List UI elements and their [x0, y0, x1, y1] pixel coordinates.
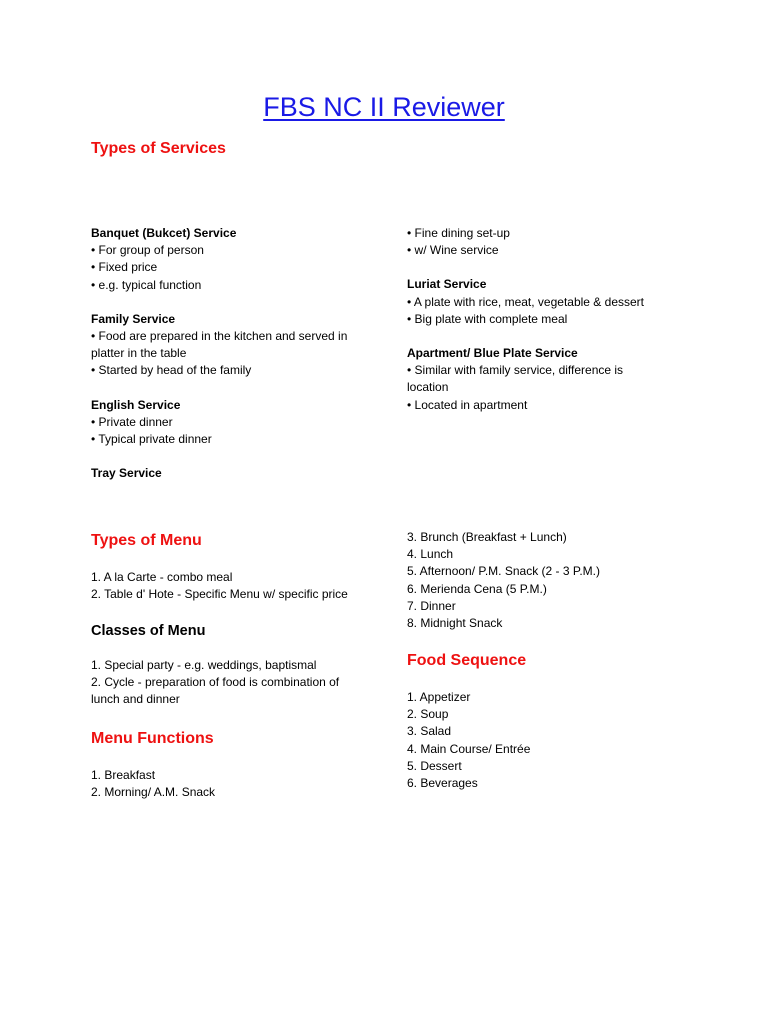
- bullet-item: • A plate with rice, meat, vegetable & dessert: [407, 294, 644, 309]
- english-service-title: English Service: [91, 397, 181, 412]
- bullet-item: • w/ Wine service: [407, 243, 499, 258]
- list-item: 1. Breakfast: [91, 768, 156, 782]
- banquet-service-title: Banquet (Bukcet) Service: [91, 226, 237, 240]
- family-service-title: Family Service: [91, 311, 176, 326]
- bullet-item: • For group of person: [91, 243, 204, 258]
- tray-service-title: Tray Service: [91, 466, 162, 481]
- types-of-services-heading: Types of Services: [91, 140, 226, 157]
- classes-of-menu-heading: Classes of Menu: [91, 623, 206, 639]
- list-item: 2. Soup: [407, 707, 449, 722]
- list-item: 3. Brunch (Breakfast + Lunch): [407, 530, 567, 544]
- bullet-item: • Typical private dinner: [91, 432, 212, 447]
- bullet-item: • Started by head of the family: [91, 363, 252, 378]
- list-item: 5. Afternoon/ P.M. Snack (2 - 3 P.M.): [407, 564, 600, 579]
- bullet-item: • Similar with family service, difference is location: [407, 363, 624, 395]
- list-item: 2. Table d' Hote - Specific Menu w/ specific price: [91, 587, 348, 602]
- bullet-item: • Private dinner: [91, 414, 173, 429]
- bullet-item: • Fixed price: [91, 260, 158, 275]
- list-item: 2. Cycle - preparation of food is combination of lunch and dinner: [91, 675, 340, 707]
- bullet-item: • e.g. typical function: [91, 277, 202, 292]
- services-right-column: [407, 225, 692, 414]
- bullet-item: • Big plate with complete meal: [407, 311, 568, 326]
- food-sequence-heading: Food Sequence: [407, 652, 527, 669]
- list-item: 6. Merienda Cena (5 P.M.): [407, 581, 547, 596]
- list-item: 4. Lunch: [407, 547, 454, 562]
- menu-functions-heading: Menu Functions: [91, 730, 214, 747]
- list-item: 5. Dessert: [407, 758, 462, 773]
- bullet-item: • Located in apartment: [407, 397, 528, 412]
- list-item: 1. Appetizer: [407, 690, 471, 704]
- list-item: 3. Salad: [407, 724, 452, 739]
- list-item: 1. A la Carte - combo meal: [91, 570, 233, 584]
- apartment-service-title: Apartment/ Blue Plate Service: [407, 346, 578, 361]
- list-item: 8. Midnight Snack: [407, 616, 503, 631]
- classes-of-menu-list: [91, 657, 361, 709]
- bullet-item: • Fine dining set-up: [407, 226, 510, 240]
- menu-functions-list-right: [407, 529, 692, 632]
- list-item: 4. Main Course/ Entrée: [407, 741, 531, 756]
- bullet-item: • Food are prepared in the kitchen and served in platter in the table: [91, 329, 348, 361]
- food-sequence-list: [407, 689, 692, 792]
- document-title: FBS NC II Reviewer: [263, 92, 505, 122]
- list-item: 2. Morning/ A.M. Snack: [91, 785, 216, 800]
- services-left-column: [91, 225, 381, 482]
- types-of-menu-list: [91, 569, 381, 603]
- luriat-service-title: Luriat Service: [407, 277, 487, 292]
- menu-functions-list-left: [91, 767, 381, 801]
- list-item: 1. Special party - e.g. weddings, baptismal: [91, 658, 317, 672]
- types-of-menu-heading: Types of Menu: [91, 532, 202, 549]
- list-item: 6. Beverages: [407, 776, 478, 791]
- list-item: 7. Dinner: [407, 598, 456, 613]
